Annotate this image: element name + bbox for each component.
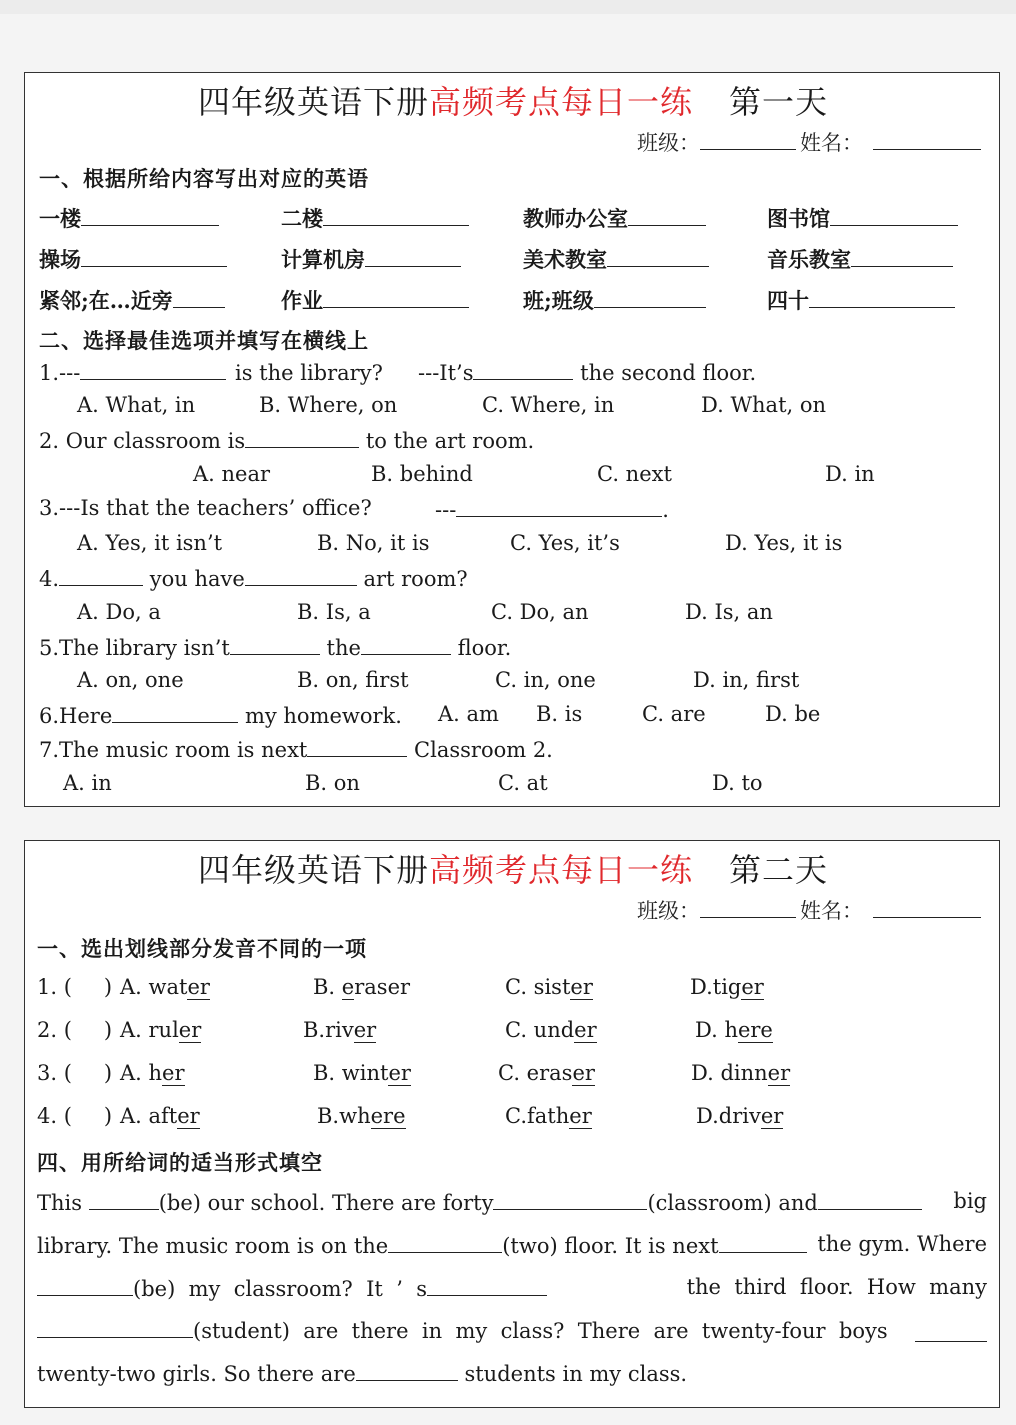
- option[interactable]: B. on: [305, 771, 360, 795]
- option[interactable]: B. No, it is: [317, 531, 430, 555]
- option[interactable]: A. What, in: [77, 393, 196, 417]
- question-2: 2. Our classroom is to the art room.: [39, 429, 535, 453]
- pron-option[interactable]: A. ruler: [120, 1018, 202, 1042]
- pron-option[interactable]: D.driver: [696, 1104, 784, 1128]
- cloze-line: (be) my classroom? It ’ s the third floor. How many: [37, 1275, 987, 1301]
- option[interactable]: D. in, first: [693, 668, 800, 692]
- pron-number: 4. ( ): [37, 1104, 113, 1128]
- vocab-item: 一楼: [39, 203, 219, 233]
- pron-option[interactable]: C. sister: [505, 975, 593, 999]
- worksheet-title: [25, 77, 1001, 123]
- option[interactable]: B. behind: [371, 462, 473, 486]
- option[interactable]: D. Is, an: [685, 600, 773, 624]
- vocab-item: 教师办公室: [523, 203, 706, 233]
- option[interactable]: D. What, on: [701, 393, 827, 417]
- name-label: 姓名：: [800, 131, 863, 155]
- name-blank[interactable]: [873, 129, 981, 150]
- pron-option[interactable]: A. after: [120, 1104, 200, 1128]
- title-day: 第一天: [729, 83, 829, 121]
- pron-number: 3. ( ): [37, 1061, 113, 1085]
- option[interactable]: B. is: [536, 702, 583, 726]
- question-3-answer: --- .: [435, 498, 669, 522]
- class-blank[interactable]: [700, 897, 796, 918]
- pron-option[interactable]: C. eraser: [498, 1061, 595, 1085]
- option[interactable]: A. Yes, it isn’t: [77, 531, 223, 555]
- title-black-part: 四年级英语下册: [197, 83, 429, 121]
- option[interactable]: C. are: [642, 702, 706, 726]
- option[interactable]: D. to: [712, 771, 763, 795]
- section-heading: 一、选出划线部分发音不同的一项: [37, 936, 367, 961]
- question-5: 5.The library isn’t the floor.: [39, 636, 512, 660]
- question-1-answer: ---It’s the second floor.: [418, 361, 757, 385]
- question-7: 7.The music room is next Classroom 2.: [39, 738, 553, 762]
- name-blank[interactable]: [873, 897, 981, 918]
- vocab-item: 四十: [767, 285, 955, 315]
- cloze-line: This (be) our school. There are forty (classroom) and big: [37, 1189, 987, 1215]
- class-blank[interactable]: [700, 129, 796, 150]
- worksheet-title: [25, 845, 1001, 891]
- option[interactable]: C. in, one: [495, 668, 596, 692]
- vocab-item: 音乐教室: [767, 244, 953, 274]
- pron-number: 2. ( ): [37, 1018, 113, 1042]
- option[interactable]: D. be: [765, 702, 821, 726]
- pron-option[interactable]: B. eraser: [313, 975, 411, 999]
- option[interactable]: A. in: [63, 771, 112, 795]
- name-label: 姓名：: [800, 899, 863, 923]
- pron-option[interactable]: B.where: [317, 1104, 406, 1128]
- option[interactable]: A. am: [438, 702, 499, 726]
- top-margin-strip: [0, 0, 1016, 14]
- class-label: 班级：: [637, 131, 700, 155]
- vocab-item: 班;班级: [523, 285, 706, 315]
- section-heading: 二、选择最佳选项并填写在横线上: [39, 328, 369, 353]
- pron-option[interactable]: D. dinner: [691, 1061, 791, 1085]
- option[interactable]: B. on, first: [297, 668, 409, 692]
- pron-option[interactable]: D.tiger: [690, 975, 764, 999]
- vocab-item: 紧邻;在…近旁: [39, 285, 225, 315]
- option[interactable]: C. Yes, it’s: [510, 531, 620, 555]
- section-heading: 四、用所给词的适当形式填空: [37, 1150, 323, 1175]
- title-red-part: 高频考点每日一练: [428, 851, 693, 889]
- option[interactable]: C. Where, in: [482, 393, 615, 417]
- cloze-line: library. The music room is on the (two) floor. It is next the gym. Where: [37, 1232, 987, 1258]
- class-label: 班级：: [637, 899, 700, 923]
- title-black-part: 四年级英语下册: [197, 851, 429, 889]
- title-day: 第二天: [729, 851, 829, 889]
- option[interactable]: C. at: [498, 771, 548, 795]
- vocab-item: 图书馆: [767, 203, 958, 233]
- pron-option[interactable]: B. winter: [313, 1061, 411, 1085]
- option[interactable]: A. near: [193, 462, 271, 486]
- vocab-item: 美术教室: [523, 244, 709, 274]
- cloze-line: twenty-two girls. So there are students in my class.: [37, 1362, 688, 1386]
- pron-number: 1. ( ): [37, 975, 113, 999]
- option[interactable]: D. in: [825, 462, 875, 486]
- option[interactable]: C. Do, an: [491, 600, 589, 624]
- question-6: 6.Here my homework.: [39, 704, 402, 728]
- option[interactable]: C. next: [597, 462, 672, 486]
- vocab-item: 计算机房: [281, 244, 461, 274]
- student-info: [637, 895, 981, 925]
- option[interactable]: B. Where, on: [259, 393, 398, 417]
- option[interactable]: B. Is, a: [297, 600, 371, 624]
- worksheet-day-one: [24, 72, 1000, 807]
- pron-option[interactable]: C.father: [505, 1104, 592, 1128]
- pron-option[interactable]: C. under: [505, 1018, 597, 1042]
- pron-option[interactable]: A. her: [120, 1061, 185, 1085]
- title-red-part: 高频考点每日一练: [428, 83, 693, 121]
- option[interactable]: A. on, one: [77, 668, 184, 692]
- option[interactable]: D. Yes, it is: [725, 531, 843, 555]
- section-heading: 一、根据所给内容写出对应的英语: [39, 166, 369, 191]
- question-1: 1.--- is the library?: [39, 361, 383, 385]
- question-4: 4. you have art room?: [39, 567, 468, 591]
- pron-option[interactable]: A. water: [120, 975, 210, 999]
- vocab-item: 操场: [39, 244, 227, 274]
- cloze-line: (student) are there in my class? There are twenty-four boys: [37, 1317, 987, 1343]
- pron-option[interactable]: B.river: [303, 1018, 377, 1042]
- worksheet-day-two: [24, 840, 1000, 1408]
- option[interactable]: A. Do, a: [77, 600, 161, 624]
- pron-option[interactable]: D. here: [695, 1018, 773, 1042]
- student-info: [637, 127, 981, 157]
- question-3: 3.---Is that the teachers’ office?: [39, 496, 372, 520]
- vocab-item: 作业: [281, 285, 469, 315]
- vocab-item: 二楼: [281, 203, 469, 233]
